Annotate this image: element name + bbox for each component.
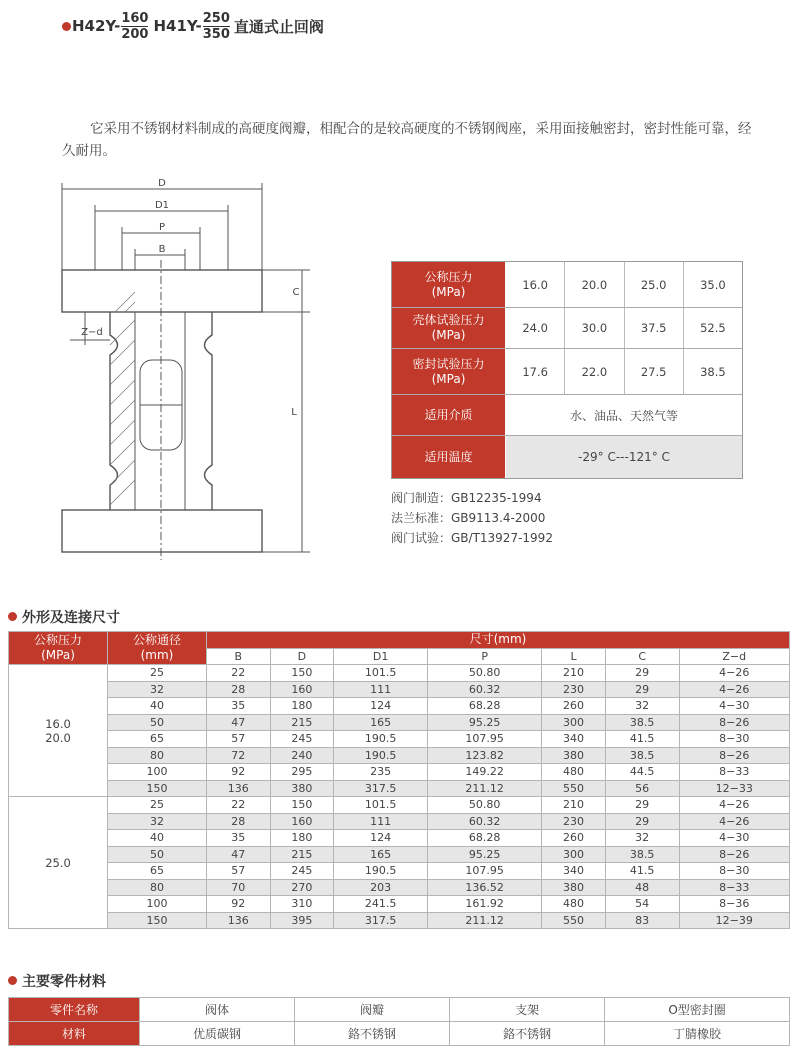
dim-cell: 550 xyxy=(542,912,606,929)
dim-cell: 340 xyxy=(542,863,606,880)
dn-cell: 25 xyxy=(108,665,207,682)
col-header: D1 xyxy=(334,648,428,665)
page-title xyxy=(72,6,324,46)
table-row xyxy=(9,879,790,896)
dim-cell: 57 xyxy=(207,731,271,748)
perf-cell: 38.5 xyxy=(700,364,726,379)
perf-cell: 24.0 xyxy=(506,308,565,348)
dim-cell: 180 xyxy=(270,830,334,847)
perf-row-shell xyxy=(392,308,742,349)
materials-header: 材料 xyxy=(9,1022,140,1046)
perf-header: 密封试验压力 (MPa) xyxy=(392,349,506,394)
dim-cell: 38.5 xyxy=(605,714,679,731)
dim-cell: 136 xyxy=(207,912,271,929)
dim-cell: 50.80 xyxy=(428,665,542,682)
intro-text: 它采用不锈钢材料制成的高硬度阀瓣，相配合的是较高硬度的不锈钢阀座，采用面接触密封，密封性能可靠，经久耐用。 xyxy=(62,121,752,159)
label-C: C xyxy=(292,287,300,298)
dim-cell: 8−26 xyxy=(679,714,790,731)
title-fraction-2: $\frac{250}{350}$ xyxy=(202,10,230,42)
dim-cell: 380 xyxy=(542,879,606,896)
dn-cell: 65 xyxy=(108,731,207,748)
dim-cell: 29 xyxy=(605,665,679,682)
dim-cell: 260 xyxy=(542,698,606,715)
dim-cell: 35 xyxy=(207,830,271,847)
dim-cell: 245 xyxy=(270,863,334,880)
dim-cell: 161.92 xyxy=(428,896,542,913)
standard-item: 法兰标准：GB9113.4-2000 xyxy=(391,511,546,525)
perf-temperature-value: -29° C---121° C xyxy=(506,436,742,478)
group-25 xyxy=(9,797,790,929)
dim-cell: 41.5 xyxy=(605,731,679,748)
header-pressure: 公称压力 (MPa) xyxy=(9,632,108,665)
dim-cell: 68.28 xyxy=(428,698,542,715)
dim-cell: 240 xyxy=(270,747,334,764)
materials-table xyxy=(8,997,790,1046)
dim-cell: 235 xyxy=(334,764,428,781)
dimensions-section-title: 外形及连接尺寸 xyxy=(22,610,120,626)
perf-row-seal xyxy=(392,349,742,395)
dim-cell: 101.5 xyxy=(334,665,428,682)
title-model-2: H41Y- xyxy=(153,17,202,35)
standard-item: 阀门试验：GB/T13927-1992 xyxy=(391,531,553,545)
header-dn: 公称通径 (mm) xyxy=(108,632,207,665)
perf-header: 适用介质 xyxy=(392,395,506,435)
perf-cell: 52.5 xyxy=(700,321,726,335)
dim-cell: 295 xyxy=(270,764,334,781)
dim-cell: 260 xyxy=(542,830,606,847)
dim-cell: 4−30 xyxy=(679,698,790,715)
materials-cell: 优质碳钢 xyxy=(140,1022,295,1046)
table-row xyxy=(9,731,790,748)
dim-cell: 70 xyxy=(207,879,271,896)
perf-cell: 37.5 xyxy=(625,308,684,348)
dim-cell: 317.5 xyxy=(334,780,428,797)
dn-cell: 40 xyxy=(108,830,207,847)
title-fraction-1: $\frac{160}{200}$ xyxy=(121,10,149,42)
dim-cell: 160 xyxy=(270,681,334,698)
dim-cell: 340 xyxy=(542,731,606,748)
label-Zd: Z−d xyxy=(81,327,103,338)
dn-cell: 32 xyxy=(108,813,207,830)
col-header: P xyxy=(428,648,542,665)
dim-cell: 4−26 xyxy=(679,681,790,698)
dim-cell: 270 xyxy=(270,879,334,896)
performance-table xyxy=(391,261,743,479)
materials-cell: 阀体 xyxy=(140,998,295,1022)
dim-cell: 111 xyxy=(334,813,428,830)
materials-cell: 支架 xyxy=(450,998,605,1022)
dim-cell: 60.32 xyxy=(428,813,542,830)
dim-cell: 190.5 xyxy=(334,747,428,764)
table-row xyxy=(9,846,790,863)
col-header: C xyxy=(605,648,679,665)
dim-cell: 107.95 xyxy=(428,863,542,880)
table-row xyxy=(9,698,790,715)
section-bullet xyxy=(8,612,17,621)
label-B: B xyxy=(158,244,166,255)
dim-cell: 124 xyxy=(334,698,428,715)
dim-cell: 190.5 xyxy=(334,863,428,880)
dim-cell: 92 xyxy=(207,764,271,781)
dim-cell: 310 xyxy=(270,896,334,913)
dim-cell: 136.52 xyxy=(428,879,542,896)
table-row xyxy=(9,896,790,913)
dim-cell: 123.82 xyxy=(428,747,542,764)
dim-cell: 12−39 xyxy=(679,912,790,929)
pressure-group-label: 25.0 xyxy=(9,797,108,929)
dim-cell: 28 xyxy=(207,681,271,698)
table-row xyxy=(9,747,790,764)
dim-cell: 32 xyxy=(605,698,679,715)
dim-cell: 22 xyxy=(207,797,271,814)
dn-cell: 80 xyxy=(108,747,207,764)
dim-cell: 56 xyxy=(605,780,679,797)
dim-cell: 32 xyxy=(605,830,679,847)
dn-cell: 50 xyxy=(108,714,207,731)
dim-cell: 41.5 xyxy=(605,863,679,880)
dn-cell: 25 xyxy=(108,797,207,814)
perf-row-temperature xyxy=(392,436,742,478)
dim-cell: 215 xyxy=(270,846,334,863)
dim-cell: 8−33 xyxy=(679,879,790,896)
dn-cell: 100 xyxy=(108,764,207,781)
dim-cell: 210 xyxy=(542,797,606,814)
table-row xyxy=(9,681,790,698)
dim-cell: 136 xyxy=(207,780,271,797)
dim-cell: 480 xyxy=(542,896,606,913)
standards-list xyxy=(391,488,553,548)
dim-cell: 190.5 xyxy=(334,731,428,748)
label-P: P xyxy=(158,222,166,233)
materials-cell: 鉻不锈钢 xyxy=(450,1022,605,1046)
dim-cell: 101.5 xyxy=(334,797,428,814)
dn-cell: 65 xyxy=(108,863,207,880)
title-name: 直通式止回阀 xyxy=(233,17,324,36)
dim-cell: 4−26 xyxy=(679,797,790,814)
dn-cell: 150 xyxy=(108,912,207,929)
dim-cell: 210 xyxy=(542,665,606,682)
dim-cell: 107.95 xyxy=(428,731,542,748)
table-row xyxy=(9,780,790,797)
dim-cell: 8−36 xyxy=(679,896,790,913)
table-row xyxy=(9,665,790,682)
table-row xyxy=(9,813,790,830)
perf-cell: 25.0 xyxy=(625,262,684,307)
materials-cell: 丁腈橡胶 xyxy=(605,1022,790,1046)
dim-cell: 60.32 xyxy=(428,681,542,698)
dim-cell: 111 xyxy=(334,681,428,698)
table-row xyxy=(9,714,790,731)
dim-cell: 48 xyxy=(605,879,679,896)
col-header: B xyxy=(207,648,271,665)
dim-cell: 230 xyxy=(542,681,606,698)
pressure-group-label: 16.0 20.0 xyxy=(9,665,108,797)
dn-cell: 80 xyxy=(108,879,207,896)
dim-cell: 92 xyxy=(207,896,271,913)
table-row xyxy=(9,863,790,880)
dim-cell: 380 xyxy=(542,747,606,764)
dim-cell: 28 xyxy=(207,813,271,830)
perf-header: 壳体试验压力 (MPa) xyxy=(392,308,506,348)
dim-cell: 8−26 xyxy=(679,846,790,863)
dim-cell: 68.28 xyxy=(428,830,542,847)
materials-row-parts xyxy=(9,998,790,1022)
label-D1: D1 xyxy=(154,200,170,211)
dim-cell: 124 xyxy=(334,830,428,847)
dim-cell: 230 xyxy=(542,813,606,830)
dim-cell: 8−30 xyxy=(679,863,790,880)
materials-section-title: 主要零件材料 xyxy=(22,974,106,990)
dim-cell: 29 xyxy=(605,797,679,814)
perf-medium-value: 水、油品、天然气等 xyxy=(569,408,678,423)
title-model-1: H42Y- xyxy=(72,17,121,35)
perf-header: 公称压力 (MPa) xyxy=(392,262,506,307)
table-row xyxy=(9,764,790,781)
dim-cell: 8−33 xyxy=(679,764,790,781)
perf-cell: 35.0 xyxy=(700,277,726,292)
dim-cell: 180 xyxy=(270,698,334,715)
group-16-20 xyxy=(9,665,790,797)
dn-cell: 32 xyxy=(108,681,207,698)
dim-cell: 380 xyxy=(270,780,334,797)
dim-cell: 4−26 xyxy=(679,813,790,830)
dim-cell: 95.25 xyxy=(428,714,542,731)
perf-cell: 16.0 xyxy=(506,262,565,307)
dim-cell: 150 xyxy=(270,797,334,814)
dim-cell: 12−33 xyxy=(679,780,790,797)
dim-cell: 4−26 xyxy=(679,665,790,682)
dim-cell: 245 xyxy=(270,731,334,748)
perf-row-medium xyxy=(392,395,742,436)
dim-cell: 22 xyxy=(207,665,271,682)
section-bullet xyxy=(8,976,17,985)
dim-cell: 150 xyxy=(270,665,334,682)
dn-cell: 150 xyxy=(108,780,207,797)
dn-cell: 50 xyxy=(108,846,207,863)
standard-item: 阀门制造：GB12235-1994 xyxy=(391,491,542,505)
dn-cell: 40 xyxy=(108,698,207,715)
perf-header: 适用温度 xyxy=(392,436,506,478)
dim-cell: 50.80 xyxy=(428,797,542,814)
table-row xyxy=(9,912,790,929)
materials-cell: 鉻不锈钢 xyxy=(295,1022,450,1046)
perf-cell: 20.0 xyxy=(565,262,624,307)
dim-cell: 95.25 xyxy=(428,846,542,863)
label-L: L xyxy=(291,407,297,418)
dim-cell: 54 xyxy=(605,896,679,913)
dimensions-table xyxy=(8,631,790,929)
dim-cell: 29 xyxy=(605,813,679,830)
dim-cell: 8−26 xyxy=(679,747,790,764)
table-row xyxy=(9,797,790,814)
dim-cell: 8−30 xyxy=(679,731,790,748)
perf-cell: 27.5 xyxy=(625,349,684,394)
dn-cell: 100 xyxy=(108,896,207,913)
perf-cell: 30.0 xyxy=(565,308,624,348)
materials-row-material xyxy=(9,1022,790,1046)
dim-cell: 4−30 xyxy=(679,830,790,847)
dim-cell: 38.5 xyxy=(605,747,679,764)
dim-cell: 47 xyxy=(207,714,271,731)
materials-cell: O型密封圈 xyxy=(605,998,790,1022)
dim-cell: 47 xyxy=(207,846,271,863)
dim-cell: 317.5 xyxy=(334,912,428,929)
dim-cell: 215 xyxy=(270,714,334,731)
title-bullet xyxy=(62,22,71,31)
perf-row-nominal xyxy=(392,262,742,308)
dim-cell: 44.5 xyxy=(605,764,679,781)
dim-cell: 395 xyxy=(270,912,334,929)
perf-cell: 17.6 xyxy=(506,349,565,394)
dim-cell: 149.22 xyxy=(428,764,542,781)
dim-cell: 165 xyxy=(334,846,428,863)
table-row xyxy=(9,830,790,847)
dim-cell: 35 xyxy=(207,698,271,715)
col-header: L xyxy=(542,648,606,665)
dim-cell: 160 xyxy=(270,813,334,830)
perf-cell: 22.0 xyxy=(565,349,624,394)
dim-cell: 241.5 xyxy=(334,896,428,913)
materials-cell: 阀瓣 xyxy=(295,998,450,1022)
dim-cell: 300 xyxy=(542,846,606,863)
dim-cell: 480 xyxy=(542,764,606,781)
dim-cell: 211.12 xyxy=(428,912,542,929)
dim-cell: 57 xyxy=(207,863,271,880)
dim-cell: 72 xyxy=(207,747,271,764)
dim-cell: 29 xyxy=(605,681,679,698)
header-size: 尺寸(mm) xyxy=(207,632,790,649)
materials-header: 零件名称 xyxy=(9,998,140,1022)
dim-cell: 211.12 xyxy=(428,780,542,797)
dim-cell: 300 xyxy=(542,714,606,731)
dim-cell: 165 xyxy=(334,714,428,731)
valve-drawing xyxy=(40,175,330,565)
dim-cell: 38.5 xyxy=(605,846,679,863)
dim-cell: 203 xyxy=(334,879,428,896)
col-header: D xyxy=(270,648,334,665)
dim-cell: 83 xyxy=(605,912,679,929)
dim-cell: 550 xyxy=(542,780,606,797)
label-D: D xyxy=(158,178,166,189)
col-header: Z−d xyxy=(679,648,790,665)
